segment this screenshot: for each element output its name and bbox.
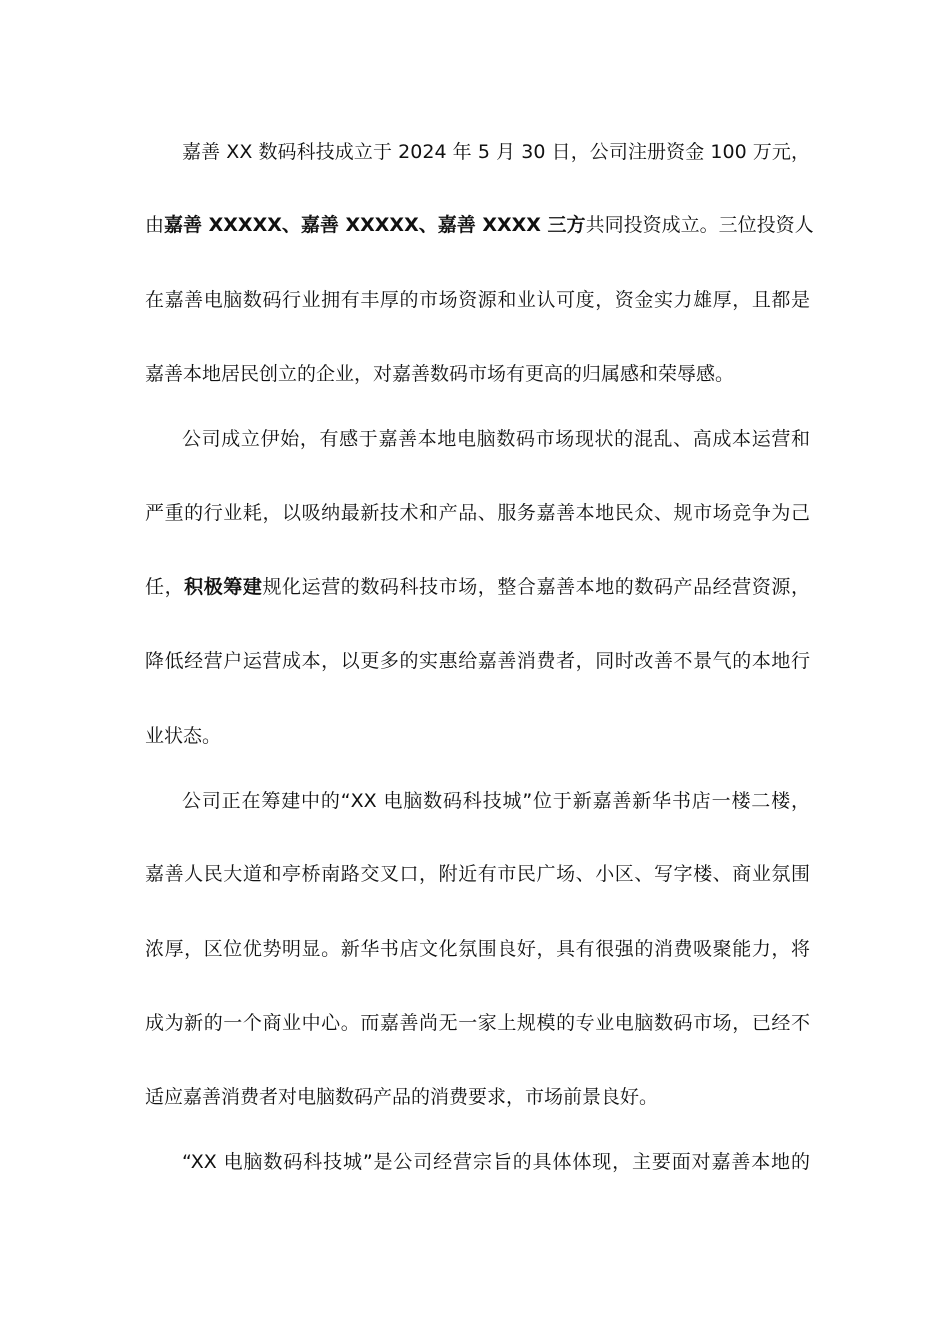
paragraph-2-line-1: 公司成立伊始，有感于嘉善本地电脑数码市场现状的混乱、高成本运营和 — [182, 428, 810, 450]
paragraph-1-line-3: 在嘉善电脑数码行业拥有丰厚的市场资源和业认可度，资金实力雄厚，且都是 — [145, 289, 810, 311]
paragraph-1-line-4: 嘉善本地居民创立的企业，对嘉善数码市场有更高的归属感和荣辱感。 — [145, 363, 735, 385]
paragraph-3-line-4: 成为新的一个商业中心。而嘉善尚无一家上规模的专业电脑数码市场，已经不 — [145, 1012, 810, 1034]
text-run: 任， — [145, 576, 185, 598]
bold-investors: 嘉善 XXXXX、嘉善 XXXXX、嘉善 XXXX 三方 — [164, 214, 586, 236]
text-run: 规化运营的数码科技市场，整合嘉善本地的数码产品经营资源， — [262, 576, 810, 598]
paragraph-3-line-2: 嘉善人民大道和亭桥南路交叉口，附近有市民广场、小区、写字楼、商业氛围 — [145, 863, 810, 885]
paragraph-2-line-4: 降低经营户运营成本，以更多的实惠给嘉善消费者，同时改善不景气的本地行 — [145, 650, 810, 672]
paragraph-3-line-5: 适应嘉善消费者对电脑数码产品的消费要求，市场前景良好。 — [145, 1086, 659, 1108]
text-run: 共同投资成立。三位投资人 — [585, 214, 814, 236]
paragraph-1-line-2 — [145, 213, 814, 237]
paragraph-2-line-5: 业状态。 — [145, 725, 222, 747]
bold-active-preparation: 积极筹建 — [184, 576, 263, 598]
paragraph-3-line-1: 公司正在筹建中的“XX 电脑数码科技城”位于新嘉善新华书店一楼二楼， — [182, 790, 810, 812]
paragraph-4-line-1: “XX 电脑数码科技城”是公司经营宗旨的具体体现，主要面对嘉善本地的 — [182, 1151, 810, 1173]
paragraph-1-line-1: 嘉善 XX 数码科技成立于 2024 年 5 月 30 日，公司注册资金 100 万元， — [182, 141, 810, 163]
paragraph-2-line-2: 严重的行业耗，以吸纳最新技术和产品、服务嘉善本地民众、规市场竞争为己 — [145, 502, 810, 524]
text-run: 由 — [145, 214, 165, 236]
paragraph-3-line-3: 浓厚，区位优势明显。新华书店文化氛围良好，具有很强的消费吸聚能力，将 — [145, 938, 810, 960]
paragraph-2-line-3 — [145, 575, 810, 599]
